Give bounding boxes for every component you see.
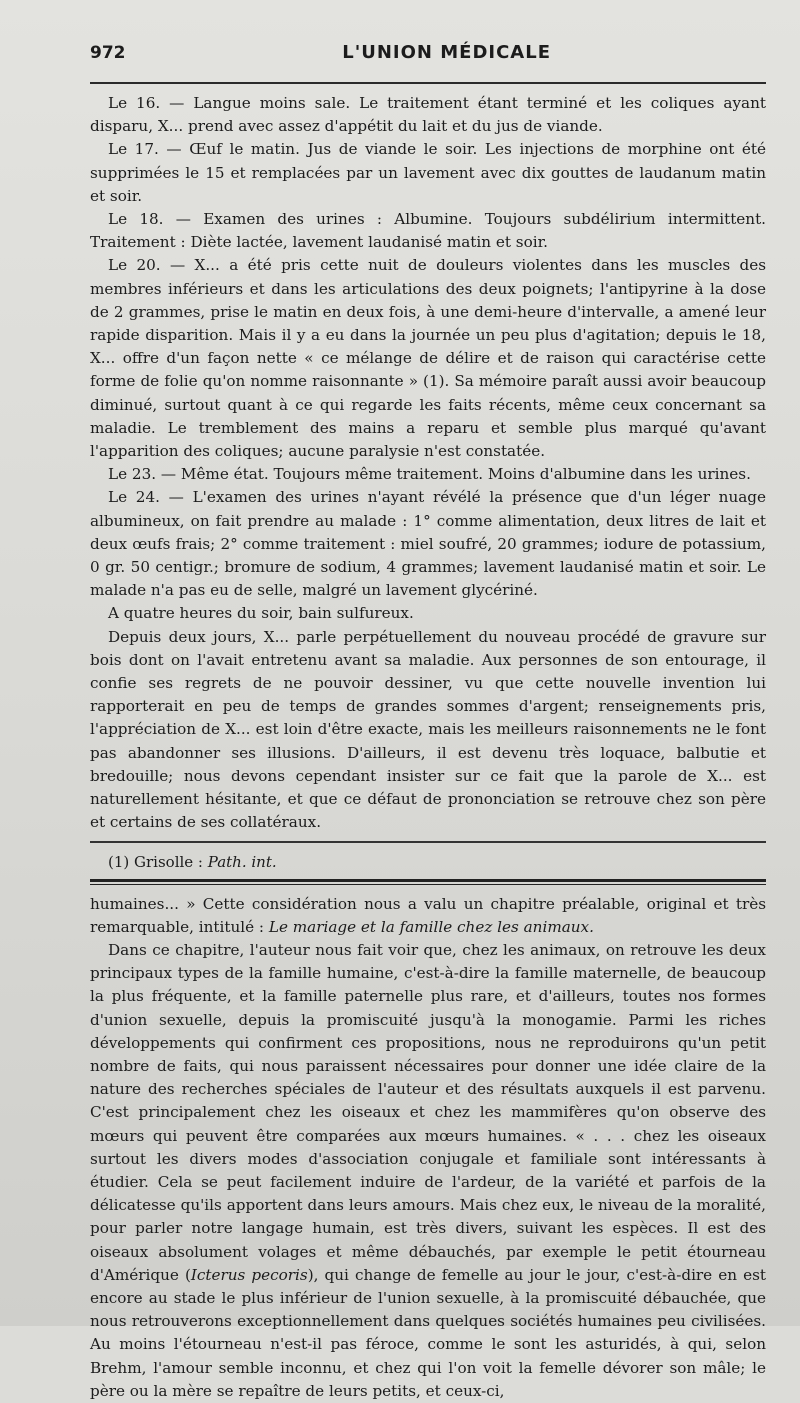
case-notes	[90, 92, 766, 835]
paragraph: Depuis deux jours, X... parle perpétuellement du nouveau procédé de gravure sur bois dont on l'avait entretenu avant sa maladie. Aux personnes de son entourage, il confie ses regrets de ne pouvoir dessiner, vu que cette nouvelle invention lui rapporterait en peu de temps de grandes sommes d'argent; renseignements pris, l'appréciation de X... est loin d'être exacte, mais les meilleurs raisonnements ne le font pas abandonner ses illusions. D'ailleurs, il est devenu très loquace, balbutie et bredouille; nous devons cependant insister sur ce fait que la parole de X... est naturellement hésitante, et que ce défaut de prononciation se retrouve chez son père et certains de ses collatéraux.	[90, 627, 766, 832]
paragraph: Le 24. — L'examen des urines n'ayant révélé la présence que d'un léger nuage albumineux, on fait prendre au malade : 1° comme alimentation, deux litres de lait et deux œufs frais; 2° comme traitement : miel soufré, 20 grammes; iodure de potassium, 0 gr. 50 centigr.; bromure de sodium, 4 grammes; lavement laudanisé matin et soir. Le malade n'a pas eu de selle, malgré un lavement glycériné.	[90, 488, 766, 600]
paragraph: Le 18. — Examen des urines : Albumine. Toujours subdélirium intermittent. Traitement : Diète lactée, lavement laudanisé matin et soir.	[90, 210, 766, 252]
text-run: humaines... » Cette considération nous a valu un chapitre préalable, original et très remarquable, intitulé :	[90, 894, 766, 936]
page-number: 972	[90, 43, 126, 63]
paragraph	[90, 939, 766, 1403]
footnote-marker: (1) Grisolle :	[108, 852, 203, 871]
text-run: ), qui change de femelle au jour le jour, c'est-à-dire en est encore au stade le plus inférieur de l'union sexuelle, à la promiscuité débauchée, que nous retrouverons exceptionnellement dans quelques sociétés humaines peu civilisées. Au moins l'étourneau n'est-il pas féroce, comme le sont les asturidés, à qui, selon Brehm, l'amour semble inconnu, et chez qui l'on voit la femelle dévorer son mâle; le père ou la mère se repaître de leurs petits, et ceux-ci,	[90, 1265, 766, 1400]
journal-title: L'UNION MÉDICALE	[342, 42, 551, 63]
review-text	[90, 893, 766, 1403]
paragraph: A quatre heures du soir, bain sulfureux.	[108, 604, 414, 623]
paragraph: Le 16. — Langue moins sale. Le traitement étant terminé et les coliques ayant disparu, X... prend avec assez d'appétit du lait et du jus de viande.	[90, 94, 766, 136]
chapter-title: Le mariage et la famille chez les animaux.	[268, 917, 594, 936]
footnote-rule	[90, 841, 766, 843]
text-run: Dans ce chapitre, l'auteur nous fait voir que, chez les animaux, on retrouve les deux principaux types de la famille humaine, c'est-à-dire la famille maternelle, de beaucoup la plus fréquente, et la famille paternelle plus rare, et d'ailleurs, toutes nos formes d'union sexuelle, depuis la promiscuité jusqu'à la monogamie. Parmi les riches développements qui confirment ces propositions, nous ne reproduirons qu'un petit nombre de faits, qui nous paraissent nécessaires pour donner une idée claire de la nature des recherches spéciales de l'auteur et des résultats auxquels il est parvenu. C'est principalement chez les oiseaux et chez les mammifères qu'on observe des mœurs qui peuvent être comparées aux mœurs humaines. « . . . chez les oiseaux surtout les divers modes d'association conjugale et familiale sont intéressants à étudier. Cela se peut facilement induire de l'ardeur, de la variété et parfois de la délicatesse qu'ils apportent dans leurs amours. Mais chez eux, le niveau de la moralité, pour parler notre langage humain, est très divers, suivant les espèces. Il est des oiseaux absolument volages et même débauchés, par exemple le petit étourneau d'Amérique (	[90, 940, 766, 1284]
page-header	[90, 42, 766, 82]
species-name: Icterus pecoris	[190, 1265, 308, 1284]
paragraph: Le 17. — Œuf le matin. Jus de viande le soir. Les injections de morphine ont été supprimées le 15 et remplacées par un lavement avec dix gouttes de laudanum matin et soir.	[90, 140, 766, 205]
footnote	[108, 851, 766, 873]
paragraph: Le 20. — X... a été pris cette nuit de douleurs violentes dans les muscles des membres inférieurs et dans les articulations des deux poignets; l'antipyrine à la dose de 2 grammes, prise le matin en deux fois, à une demi-heure d'intervalle, a amené leur rapide disparition. Mais il y a eu dans la journée un peu plus d'agitation; depuis le 18, X... offre d'un façon nette « ce mélange de délire et de raison qui caractérise cette forme de folie qu'on nomme raisonnante » (1). Sa mémoire paraît aussi avoir beaucoup diminué, surtout quant à ce qui regarde les faits récents, même ceux concernant sa maladie. Le tremblement des mains a reparu et semble plus marqué qu'avant l'apparition des coliques; aucune paralysie n'est constatée.	[90, 256, 766, 461]
footnote-title: Path. int.	[207, 852, 277, 871]
paragraph: Le 23. — Même état. Toujours même traitement. Moins d'albumine dans les urines.	[108, 465, 751, 484]
paragraph	[90, 893, 766, 939]
header-rule	[90, 82, 766, 84]
section-divider	[90, 879, 766, 885]
